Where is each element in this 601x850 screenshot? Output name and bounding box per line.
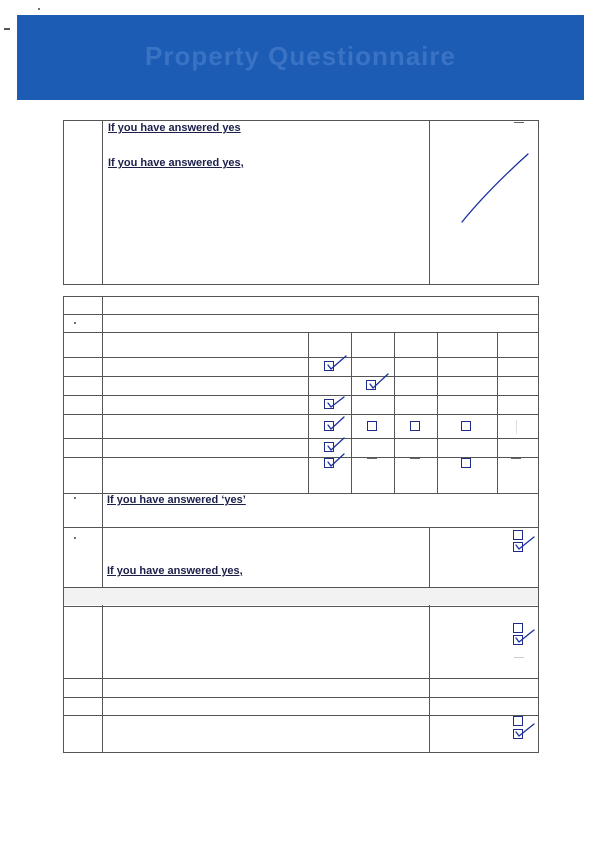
grid-col-divider [437,332,438,493]
grid-checkbox-row4-col2[interactable] [367,421,377,431]
tick-mark-icon [326,452,346,469]
tick-mark-icon [326,394,346,410]
faint-mark [516,420,517,434]
table-rule [63,697,539,698]
table-rule [63,438,539,439]
blank-dash [410,458,420,459]
row-bullet [74,537,76,539]
section-top-col-divider-right [429,120,430,285]
table-rule [63,527,539,528]
table-rule [63,314,539,315]
answered-yes-quote-text: If you have answered ‘yes’ [107,494,246,506]
scan-dot [38,8,40,10]
banner-title: Property Questionnaire [145,41,456,71]
grid-checkbox-row4-col4[interactable] [461,421,471,431]
blank-dash [514,122,524,123]
answered-yes-text: If you have answered yes [108,122,241,134]
blank-dash [367,458,377,459]
row-bullet [74,322,76,324]
tick-mark-icon [326,415,346,432]
grid-col-divider [308,332,309,493]
tick-mark-icon [368,372,390,391]
blank-dash [514,657,524,658]
answered-yes-comma-text: If you have answered yes, [108,157,244,169]
table-left-col-divider [102,296,103,753]
grid-checkbox-row6-col4[interactable] [461,458,471,468]
tick-mark-icon [326,354,348,372]
section-bottom-box [63,296,539,753]
tick-mark-icon [514,722,536,738]
grid-col-divider [394,332,395,493]
grid-col-divider [351,332,352,493]
tick-mark-icon [326,436,346,453]
table-rule [63,395,539,396]
table-rule [63,678,539,679]
table-rule [63,606,539,607]
header-banner [17,15,584,100]
edge-mark [4,28,10,30]
table-rule [63,715,539,716]
tick-mark-icon [514,535,536,551]
grid-col-divider [497,332,498,493]
answered-yes-comma-text-2: If you have answered yes, [107,565,243,577]
table-rule [63,357,539,358]
tick-mark-icon [514,628,536,644]
answer-col-divider [429,527,430,753]
table-rule [63,376,539,377]
shaded-row [64,588,538,605]
table-rule [63,414,539,415]
section-top-col-divider-left [102,120,103,285]
row-bullet [74,497,76,499]
pen-diagonal-stroke-icon [458,150,534,226]
grid-checkbox-row4-col3[interactable] [410,421,420,431]
table-rule [63,332,539,333]
blank-dash [511,458,521,459]
